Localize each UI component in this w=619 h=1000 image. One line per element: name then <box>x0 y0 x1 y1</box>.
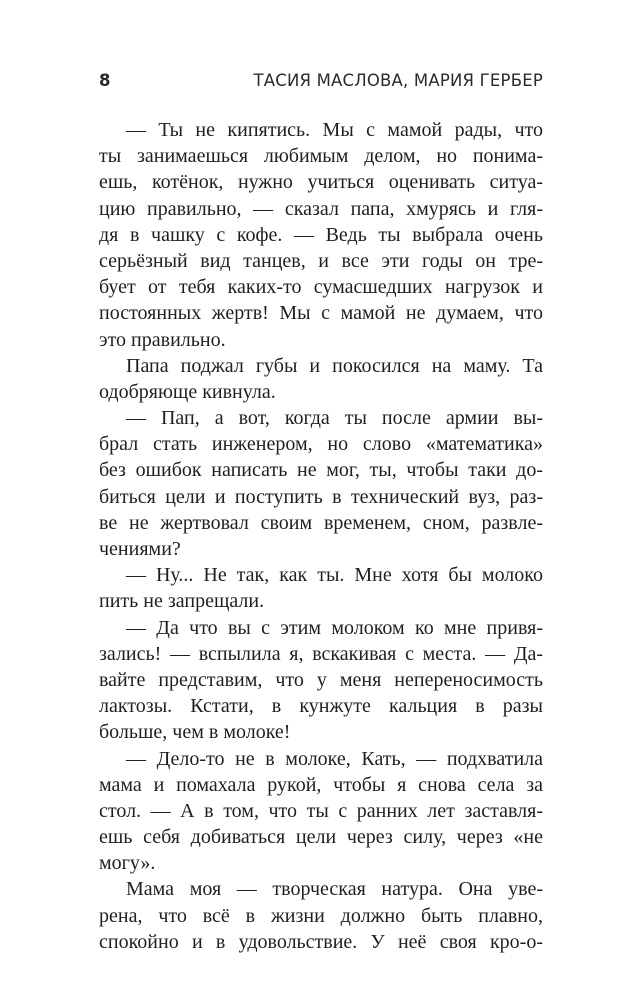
text-line: стол. — А в том, что ты с ранних лет заставля- <box>99 799 543 822</box>
text-line: без ошибок написать не мог, ты, чтобы таки до- <box>99 459 543 482</box>
text-line: — Пап, а вот, когда ты после армии вы- <box>126 407 543 430</box>
text-line: — Ну... Не так, как ты. Мне хотя бы молоко <box>126 564 543 587</box>
body-text <box>99 117 543 955</box>
text-line: ешь, котёнок, нужно учиться оценивать ситуа- <box>99 171 543 194</box>
text-line: спокойно и в удовольствие. У неё своя кро-о- <box>99 930 543 953</box>
text-line: ве не жертвовал своим временем, сном, развле- <box>99 511 543 534</box>
text-line: — Ты не кипятись. Мы с мамой рады, что <box>126 119 543 141</box>
paragraph <box>99 876 543 955</box>
running-header <box>99 66 543 96</box>
text-line: — Дело-то не в молоке, Кать, — подхватила <box>126 747 543 770</box>
paragraph <box>99 405 543 562</box>
text-line: больше, чем в молоке! <box>99 721 291 744</box>
text-line: брал стать инженером, но слово «математика» <box>99 433 543 456</box>
page-number: 8 <box>99 71 111 90</box>
text-line: вайте представим, что у меня непереносимость <box>99 668 543 691</box>
text-line: зались! — вспылила я, вскакивая с места. — Да- <box>99 642 543 665</box>
text-line: одобряюще кивнула. <box>99 380 276 403</box>
text-line: лактозы. Кстати, в кунжуте кальция в разы <box>99 695 543 718</box>
text-line: могу». <box>99 852 156 875</box>
paragraph <box>99 746 543 877</box>
text-line: постоянных жертв! Мы с мамой не думаем, что <box>99 302 543 325</box>
text-line: цию правильно, — сказал папа, хмурясь и гля- <box>99 197 543 220</box>
paragraph <box>99 562 543 614</box>
text-line: Мама моя — творческая натура. Она уве- <box>126 878 543 901</box>
text-line: это правильно. <box>99 328 226 351</box>
paragraph <box>99 117 543 353</box>
text-line: — Да что вы с этим молоком ко мне привя- <box>126 616 543 639</box>
text-line: серьёзный вид танцев, и все эти годы он тре- <box>99 249 543 272</box>
paragraph <box>99 353 543 405</box>
text-line: мама и помахала рукой, чтобы я снова села за <box>99 773 543 796</box>
running-title: ТАСИЯ МАСЛОВА, МАРИЯ ГЕРБЕР <box>253 71 543 90</box>
text-line: бует от тебя каких-то сумасшедших нагрузок и <box>99 276 543 299</box>
text-line: чениями? <box>99 538 181 560</box>
text-line: пить не запрещали. <box>99 590 265 613</box>
text-line: дя в чашку с кофе. — Ведь ты выбрала очень <box>99 223 543 246</box>
paragraph <box>99 615 543 746</box>
text-line: рена, что всё в жизни должно быть плавно, <box>99 904 543 927</box>
text-line: ешь себя добиваться цели через силу, через «не <box>99 826 543 849</box>
text-line: Папа поджал губы и покосился на маму. Та <box>126 354 543 377</box>
text-line: биться цели и поступить в технический вуз, раз- <box>99 485 543 508</box>
text-line: ты занимаешься любимым делом, но понима- <box>99 145 543 168</box>
